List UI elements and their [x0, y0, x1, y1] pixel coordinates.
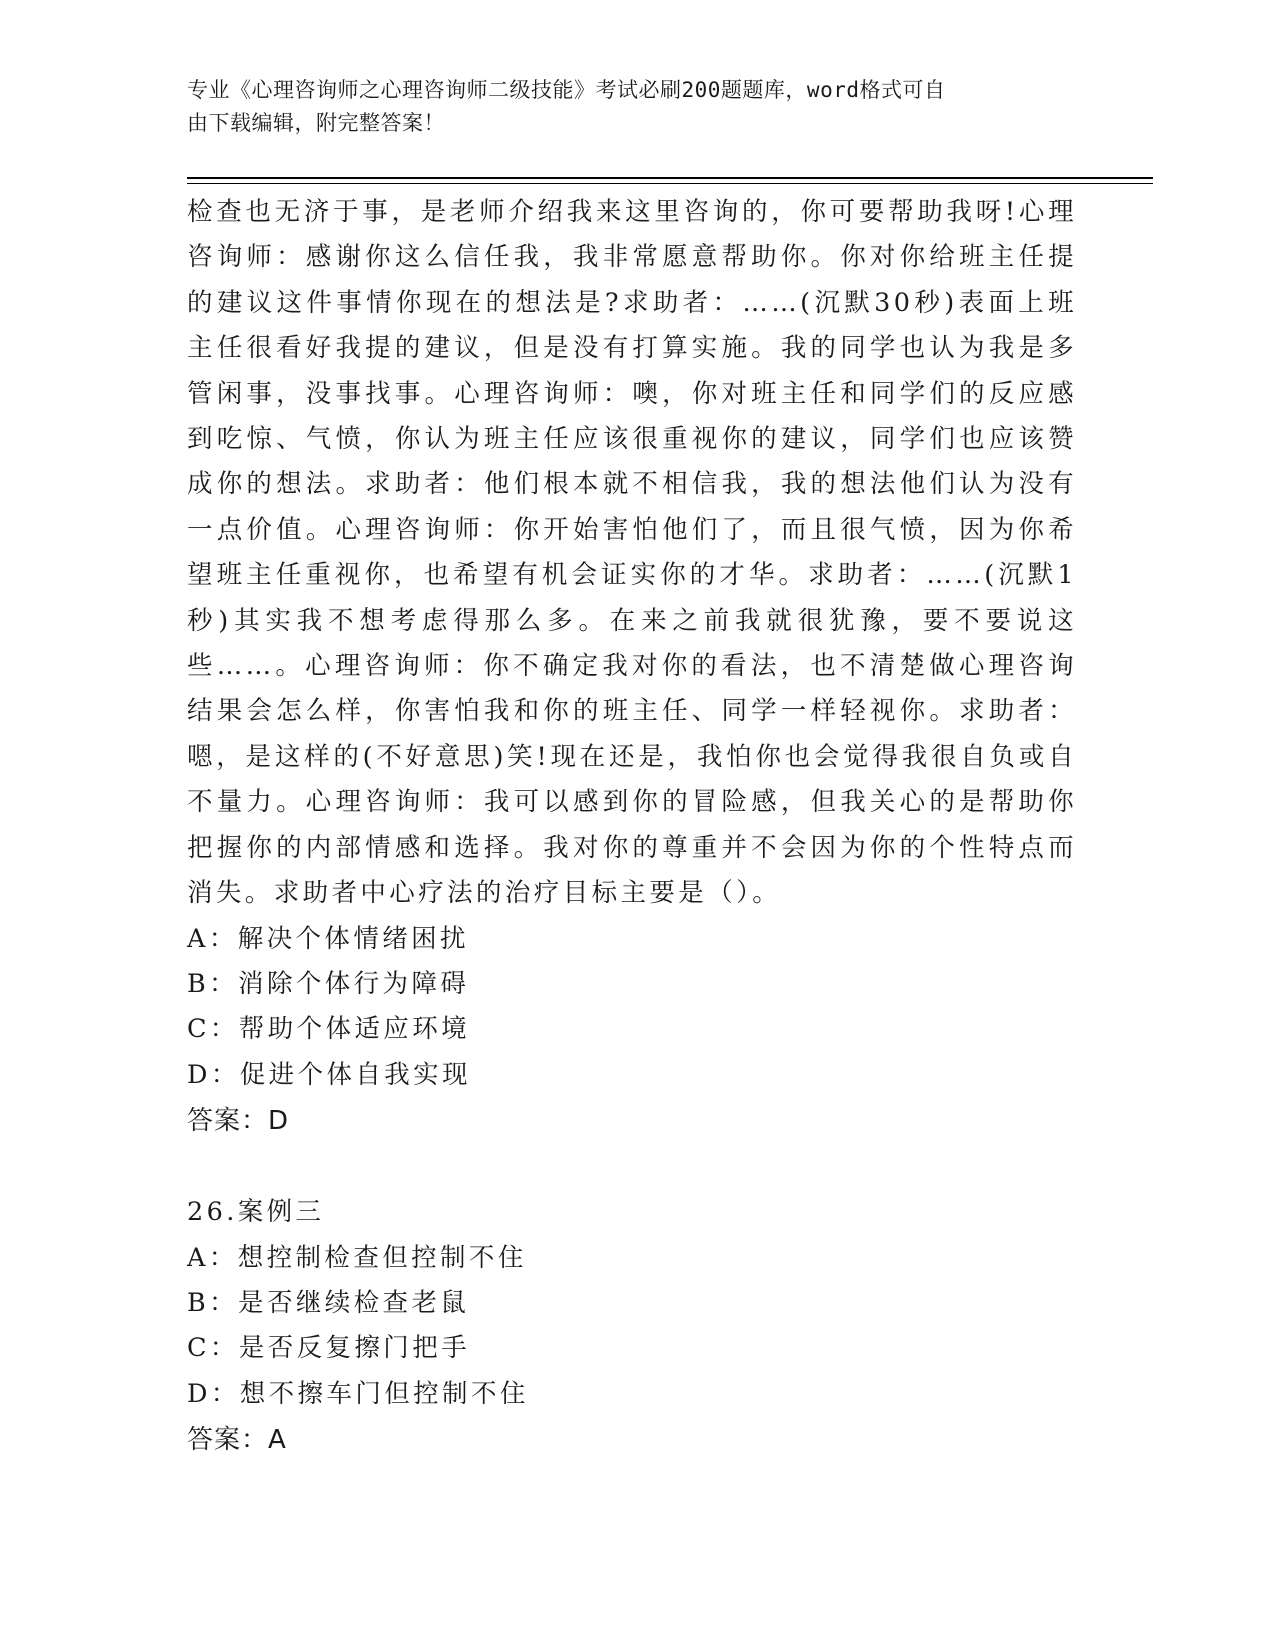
option-b: B：消除个体行为障碍	[187, 968, 470, 999]
option-d: D：想不擦车门但控制不住	[187, 1378, 529, 1409]
option-d: D：促进个体自我实现	[187, 1059, 471, 1090]
answer-line: 答案：A	[187, 1425, 287, 1456]
option-c: C：帮助个体适应环境	[187, 1014, 471, 1045]
option-b: B：是否继续检查老鼠	[187, 1287, 470, 1318]
question-title: 26.案例三	[187, 1197, 325, 1228]
document-header	[187, 74, 1067, 140]
option-a: A：解决个体情绪困扰	[187, 923, 469, 954]
header-rule-thin	[187, 183, 1153, 184]
header-line-1: 专业《心理咨询师之心理咨询师二级技能》考试必刷200题题库，word格式可自	[187, 78, 946, 102]
option-c: C：是否反复擦门把手	[187, 1333, 471, 1364]
answer-line: 答案：D	[187, 1106, 290, 1137]
header-rule-thick	[187, 177, 1153, 179]
question-26	[187, 1190, 1077, 1463]
document-body	[187, 190, 1077, 1463]
option-a: A：想控制检查但控制不住	[187, 1242, 527, 1273]
question-passage: 检查也无济于事，是老师介绍我来这里咨询的，你可要帮助我呀!心理咨询师：感谢你这么信任我，我非常愿意帮助你。你对你给班主任提的建议这件事情你现在的想法是?求助者：……(沉默30秒)表面上班主任很看好我提的建议，但是没有打算实施。我的同学也认为我是多管闲事，没事找事。心理咨询师：噢，你对班主任和同学们的反应感到吃惊、气愤，你认为班主任应该很重视你的建议，同学们也应该赞成你的想法。求助者：他们根本就不相信我，我的想法他们认为没有一点价值。心理咨询师：你开始害怕他们了，而且很气愤，因为你希望班主任重视你，也希望有机会证实你的才华。求助者：……(沉默1秒)其实我不想考虑得那么多。在来之前我就很犹豫，要不要说这些……。心理咨询师：你不确定我对你的看法，也不清楚做心理咨询结果会怎么样，你害怕我和你的班主任、同学一样轻视你。求助者：嗯，是这样的(不好意思)笑!现在还是，我怕你也会觉得我很自负或自不量力。心理咨询师：我可以感到你的冒险感，但我关心的是帮助你把握你的内部情感和选择。我对你的尊重并不会因为你的个性特点而消失。求助者中心疗法的治疗目标主要是（）。	[187, 197, 1077, 909]
header-line-2: 由下载编辑，附完整答案！	[187, 111, 445, 135]
question-25	[187, 190, 1077, 1144]
